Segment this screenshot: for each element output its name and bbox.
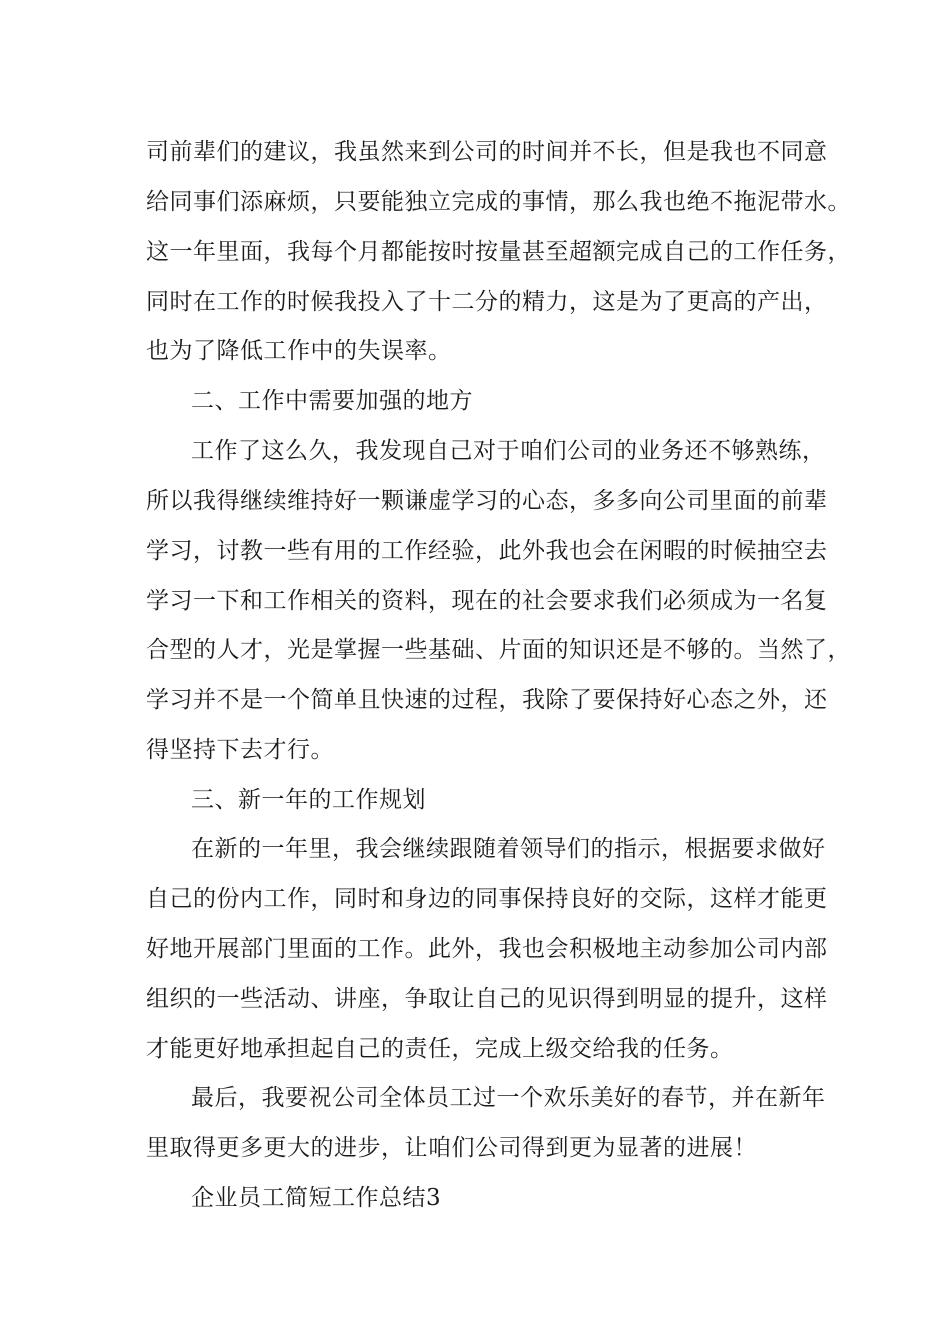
text-line: 合型的人才，光是掌握一些基础、片面的知识还是不够的。当然了， — [146, 637, 851, 663]
text-line: 这一年里面，我每个月都能按时按量甚至超额完成自己的工作任务， — [146, 239, 851, 265]
text-line: 在新的一年里，我会继续跟随着领导们的指示，根据要求做好 — [191, 836, 826, 862]
text-line: 司前辈们的建议，我虽然来到公司的时间并不长，但是我也不同意 — [146, 139, 828, 165]
text-line: 最后，我要祝公司全体员工过一个欢乐美好的春节，并在新年 — [191, 1085, 826, 1111]
section-heading: 三、新一年的工作规划 — [191, 787, 426, 813]
text-line: 所以我得继续维持好一颗谦虚学习的心态，多多向公司里面的前辈 — [146, 488, 828, 514]
text-line: 才能更好地承担起自己的责任，完成上级交给我的任务。 — [146, 1036, 734, 1062]
text-line: 好地开展部门里面的工作。此外，我也会积极地主动参加公司内部 — [146, 936, 828, 962]
text-line: 学习一下和工作相关的资料，现在的社会要求我们必须成为一名复 — [146, 588, 828, 614]
text-line: 自己的份内工作，同时和身边的同事保持良好的交际，这样才能更 — [146, 886, 828, 912]
text-line: 同时在工作的时候我投入了十二分的精力，这是为了更高的产出， — [146, 289, 828, 315]
text-line: 给同事们添麻烦，只要能独立完成的事情，那么我也绝不拖泥带水。 — [146, 189, 851, 215]
text-line: 学习，讨教一些有用的工作经验，此外我也会在闲暇的时候抽空去 — [146, 538, 828, 564]
text-line: 工作了这么久，我发现自己对于咱们公司的业务还不够熟练， — [191, 438, 826, 464]
text-line: 组织的一些活动、讲座，争取让自己的见识得到明显的提升，这样 — [146, 986, 828, 1012]
section-heading: 二、工作中需要加强的地方 — [191, 388, 473, 414]
text-line: 学习并不是一个简单且快速的过程，我除了要保持好心态之外，还 — [146, 687, 828, 713]
text-line: 得坚持下去才行。 — [146, 737, 334, 763]
text-line: 里取得更多更大的进步，让咱们公司得到更为显著的进展！ — [146, 1135, 757, 1161]
section-title: 企业员工简短工作总结3 — [191, 1185, 442, 1211]
text-line: 也为了降低工作中的失误率。 — [146, 338, 452, 364]
